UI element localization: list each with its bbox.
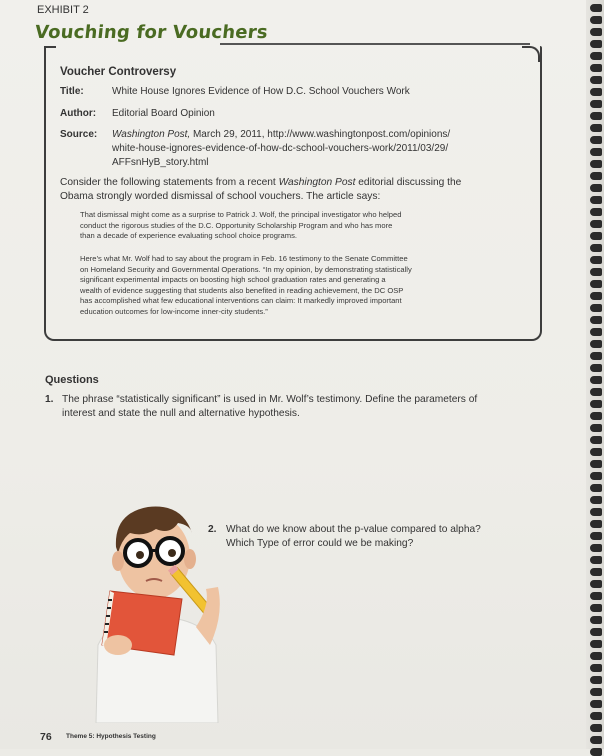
- binding-ring: [590, 124, 602, 132]
- binding-ring: [590, 436, 602, 444]
- binding-ring: [590, 652, 602, 660]
- author-value: Editorial Board Opinion: [112, 108, 215, 119]
- question-2-line: What do we know about the p-value compared to alpha?: [226, 524, 481, 535]
- question-1-number: 1.: [45, 394, 54, 405]
- quote1-line: conduct the rigorous studies of the D.C. Opportunity Scholarship Program and who has more: [80, 220, 393, 230]
- quote2-line: Here’s what Mr. Wolf had to say about the program in Feb. 16 testimony to the Senate Committee: [80, 254, 408, 263]
- quote2-line: significant experimental impacts on boosting high school graduation rates and generating a: [80, 275, 386, 285]
- binding-ring: [590, 592, 602, 600]
- binding-ring: [590, 496, 602, 504]
- binding-ring: [590, 376, 602, 384]
- question-2-number: 2.: [208, 524, 217, 535]
- binding-ring: [590, 640, 602, 648]
- quote2-line: on Homeland Security and Governmental Operations. “In my opinion, by demonstrating statistically: [80, 264, 412, 274]
- quote1-line: than a decade of experience evaluating school choice programs.: [80, 231, 297, 241]
- consider-line-2: Obama strongly worded dismissal of school vouchers. The article says:: [60, 191, 381, 202]
- questions-heading: Questions: [45, 374, 99, 386]
- source-line-1-rest: March 29, 2011, http://www.washingtonpost.com/opinions/: [190, 129, 451, 140]
- title-label: Title:: [60, 86, 84, 97]
- binding-ring: [590, 148, 602, 156]
- binding-ring: [590, 580, 602, 588]
- binding-ring: [590, 352, 602, 360]
- box-heading: Voucher Controversy: [60, 66, 177, 78]
- binding-ring: [590, 388, 602, 396]
- binding-ring: [590, 556, 602, 564]
- binding-ring: [590, 244, 602, 252]
- binding-ring: [590, 472, 602, 480]
- binding-ring: [590, 340, 602, 348]
- binding-ring: [590, 28, 602, 36]
- binding-ring: [590, 16, 602, 24]
- question-1-line: interest and state the null and alternative hypothesis.: [62, 408, 300, 419]
- binding-ring: [590, 292, 602, 300]
- binding-ring: [590, 208, 602, 216]
- binding-ring: [590, 112, 602, 120]
- binding-ring: [590, 448, 602, 456]
- exhibit-title: Vouching for Vouchers: [33, 22, 269, 43]
- binding-ring: [590, 664, 602, 672]
- binding-ring: [590, 604, 602, 612]
- title-value: White House Ignores Evidence of How D.C. School Vouchers Work: [112, 86, 410, 97]
- binding-ring: [590, 100, 602, 108]
- quote2-line: wealth of evidence suggesting that students also benefited in reading achievement, the DC OSP: [80, 285, 404, 295]
- boy-reading-illustration: [78, 495, 238, 723]
- binding-ring: [590, 700, 602, 708]
- binding-ring: [590, 280, 602, 288]
- binding-ring: [590, 4, 602, 12]
- binding-ring: [590, 748, 602, 756]
- binding-ring: [590, 508, 602, 516]
- binding-ring: [590, 184, 602, 192]
- page-number: 76: [40, 731, 52, 743]
- binding-ring: [590, 460, 602, 468]
- quote2-line: education outcomes for low-income inner-city students.”: [80, 306, 268, 316]
- binding-ring: [590, 64, 602, 72]
- binding-ring: [590, 88, 602, 96]
- question-1-text: [62, 393, 532, 421]
- consider-part-a: Consider the following statements from a recent: [60, 177, 279, 188]
- binding-ring: [590, 736, 602, 744]
- title-rule: [220, 43, 530, 45]
- binding-ring: [590, 316, 602, 324]
- binding-ring: [590, 232, 602, 240]
- binding-ring: [590, 616, 602, 624]
- quote-paragraph-2: [80, 254, 520, 318]
- binding-ring: [590, 712, 602, 720]
- binding-ring: [590, 304, 602, 312]
- binding-ring: [590, 40, 602, 48]
- quote-paragraph-1: [80, 210, 520, 242]
- question-2-line: Which Type of error could we be making?: [226, 538, 414, 549]
- binding-ring: [590, 160, 602, 168]
- binding-ring: [590, 256, 602, 264]
- consider-part-b: editorial discussing the: [355, 177, 462, 188]
- binding-ring: [590, 220, 602, 228]
- source-publication: Washington Post,: [112, 129, 191, 140]
- binding-ring: [590, 544, 602, 552]
- quote2-line: has accomplished what few educational interventions can claim: It markedly improved important: [80, 296, 402, 306]
- binding-ring: [590, 676, 602, 684]
- binding-ring: [590, 136, 602, 144]
- footer-theme: Theme 5: Hypothesis Testing: [66, 733, 156, 740]
- binding-ring: [590, 268, 602, 276]
- binding-ring: [590, 52, 602, 60]
- binding-ring: [590, 424, 602, 432]
- binding-ring: [590, 400, 602, 408]
- source-line-1: [112, 128, 450, 142]
- question-1-line: The phrase “statistically significant” is used in Mr. Wolf’s testimony. Define the parameters of: [62, 394, 478, 405]
- quote1-line: That dismissal might come as a surprise to Patrick J. Wolf, the principal investigator who helped: [80, 210, 402, 219]
- exhibit-label: EXHIBIT 2: [37, 4, 89, 16]
- binding-ring: [590, 196, 602, 204]
- source-line-2: white-house-ignores-evidence-of-how-dc-school-vouchers-work/2011/03/29/: [112, 143, 449, 154]
- binding-ring: [590, 724, 602, 732]
- source-label: Source:: [60, 129, 98, 140]
- consider-text: [60, 176, 525, 204]
- binding-ring: [590, 532, 602, 540]
- binding-ring: [590, 364, 602, 372]
- author-label: Author:: [60, 108, 97, 119]
- source-line-3: AFFsnHyB_story.html: [112, 157, 209, 168]
- spiral-binding: [586, 0, 604, 749]
- binding-ring: [590, 520, 602, 528]
- question-2-text: [226, 523, 546, 551]
- binding-ring: [590, 328, 602, 336]
- consider-publication: Washington Post: [278, 177, 356, 188]
- binding-ring: [590, 568, 602, 576]
- binding-ring: [590, 76, 602, 84]
- binding-ring: [590, 628, 602, 636]
- binding-ring: [590, 484, 602, 492]
- binding-ring: [590, 172, 602, 180]
- binding-ring: [590, 412, 602, 420]
- binding-ring: [590, 688, 602, 696]
